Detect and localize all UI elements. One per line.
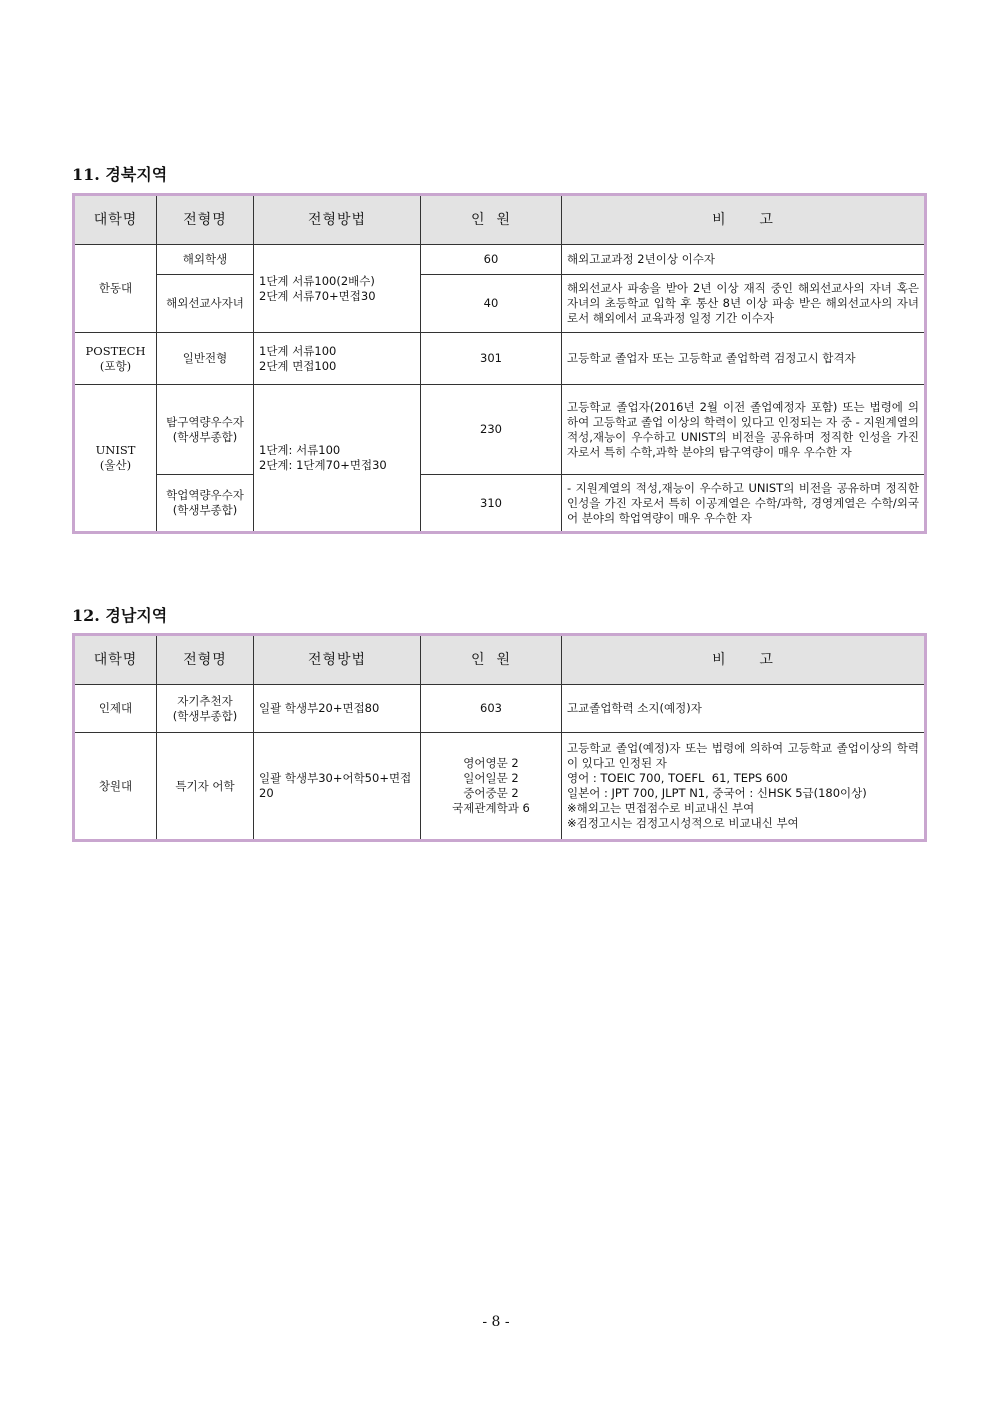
remarks <box>562 733 926 841</box>
method-line: 1단계 서류100(2배수) <box>259 273 375 288</box>
remarks: 고교졸업학력 소지(예정)자 <box>562 685 926 733</box>
remarks: 고등학교 졸업자 또는 고등학교 졸업학력 검정고시 합격자 <box>562 333 926 385</box>
header-quota: 인 원 <box>421 635 562 685</box>
method-line: 2단계: 1단계70+면접30 <box>259 458 387 472</box>
table-row <box>74 475 926 533</box>
table-row <box>74 275 926 333</box>
remarks: 고등학교 졸업자(2016년 2월 이전 졸업예정자 포함) 또는 법령에 의하여 고등학교 졸업 이상의 학력이 있다고 인정되는 자 중 - 지원계열의 적성,재능이 우수하고 UNIST의 비전을 공유하며 정직한 인성을 가진 자로서 특히 수학,과학 분야의 탐구역량이 매우 우수한 자 <box>562 385 926 475</box>
quota-line: 중어중문 2 <box>463 786 519 800</box>
remarks: - 지원계열의 적성,재능이 우수하고 UNIST의 비전을 공유하며 정직한 인성을 가진 자로서 특히 이공계열은 수학/과학, 경영계열은 수학/외국어 분야의 학업역량이 매우 우수한 자 <box>562 475 926 533</box>
quota-count: 301 <box>421 333 562 385</box>
header-method: 전형방법 <box>254 635 421 685</box>
quota-count <box>421 733 562 841</box>
header-admission-type: 전형명 <box>157 195 254 245</box>
gyeongnam-admission-table <box>72 633 927 842</box>
header-quota: 인 원 <box>421 195 562 245</box>
header-university: 대학명 <box>74 635 157 685</box>
admission-type <box>157 385 254 475</box>
remarks-line: ※검정고시는 검정고시성적으로 비교내신 부여 <box>567 816 799 830</box>
admission-type-line: (학생부종합) <box>172 708 238 723</box>
section-title-gyeongnam: 12. 경남지역 <box>72 606 168 625</box>
admission-type: 해외학생 <box>157 245 254 275</box>
table-header-row <box>74 195 926 245</box>
admission-type: 특기자 어학 <box>157 733 254 841</box>
method-line: 2단계 서류70+면접30 <box>259 288 376 303</box>
admission-type-line: (학생부종합) <box>172 429 238 444</box>
admission-type <box>157 685 254 733</box>
remarks-line: 일본어 : JPT 700, JLPT N1, 중국어 : 신HSK 5급(180이상) <box>567 786 867 800</box>
table-row <box>74 733 926 841</box>
admission-type-line: (학생부종합) <box>172 503 238 517</box>
table-row <box>74 685 926 733</box>
admission-type-line: 학업역량우수자 <box>166 488 244 502</box>
admission-method <box>254 333 421 385</box>
table-row <box>74 333 926 385</box>
remarks-line: ※해외고는 면접점수로 비교내신 부여 <box>567 801 755 815</box>
header-remarks: 비 고 <box>562 195 926 245</box>
quota-line: 영어영문 2 <box>463 756 519 770</box>
admission-type: 일반전형 <box>157 333 254 385</box>
table-row <box>74 245 926 275</box>
gyeongbuk-admission-table <box>72 193 927 534</box>
quota-line: 국제관계학과 6 <box>452 801 530 815</box>
admission-method: 일괄 학생부30+어학50+면접20 <box>254 733 421 841</box>
university-name: 한동대 <box>74 245 157 333</box>
remarks-line: 고등학교 졸업(예정)자 또는 법령에 의하여 고등학교 졸업이상의 학력이 있다고 인정된 자 <box>567 741 919 770</box>
university-name-line: POSTECH <box>85 343 146 358</box>
admission-type-line: 자기추천자 <box>177 693 233 708</box>
method-line: 1단계 서류100 <box>259 343 337 358</box>
header-method: 전형방법 <box>254 195 421 245</box>
header-remarks: 비 고 <box>562 635 926 685</box>
table-header-row <box>74 635 926 685</box>
header-admission-type: 전형명 <box>157 635 254 685</box>
quota-count: 230 <box>421 385 562 475</box>
table-row <box>74 385 926 475</box>
quota-line: 일어일문 2 <box>463 771 519 785</box>
header-university: 대학명 <box>74 195 157 245</box>
method-line: 2단계 면접100 <box>259 358 337 373</box>
method-line: 1단계: 서류100 <box>259 443 341 457</box>
university-name: 창원대 <box>74 733 157 841</box>
remarks: 해외선교사 파송을 받아 2년 이상 재직 중인 해외선교사의 자녀 혹은 자녀의 초등학교 입학 후 통산 8년 이상 파송 받은 해외선교사의 자녀로서 해외에서 교육과정 일정 기간 이수자 <box>562 275 926 333</box>
quota-count: 40 <box>421 275 562 333</box>
university-name-line: (울산) <box>99 458 132 472</box>
admission-type <box>157 475 254 533</box>
admission-method: 일괄 학생부20+면접80 <box>254 685 421 733</box>
admission-method <box>254 245 421 333</box>
university-name-line: (포항) <box>99 358 132 373</box>
university-name <box>74 333 157 385</box>
admission-type-line: 탐구역량우수자 <box>166 414 244 429</box>
quota-count: 310 <box>421 475 562 533</box>
remarks: 해외고교과정 2년이상 이수자 <box>562 245 926 275</box>
quota-count: 60 <box>421 245 562 275</box>
remarks-line: 영어 : TOEIC 700, TOEFL 61, TEPS 600 <box>567 771 788 785</box>
university-name-line: UNIST <box>95 443 136 457</box>
section-title-gyeongbuk: 11. 경북지역 <box>72 165 168 184</box>
page-number: - 8 - <box>482 1314 510 1330</box>
admission-type: 해외선교사자녀 <box>157 275 254 333</box>
quota-count: 603 <box>421 685 562 733</box>
university-name: 인제대 <box>74 685 157 733</box>
university-name <box>74 385 157 533</box>
admission-method <box>254 385 421 533</box>
